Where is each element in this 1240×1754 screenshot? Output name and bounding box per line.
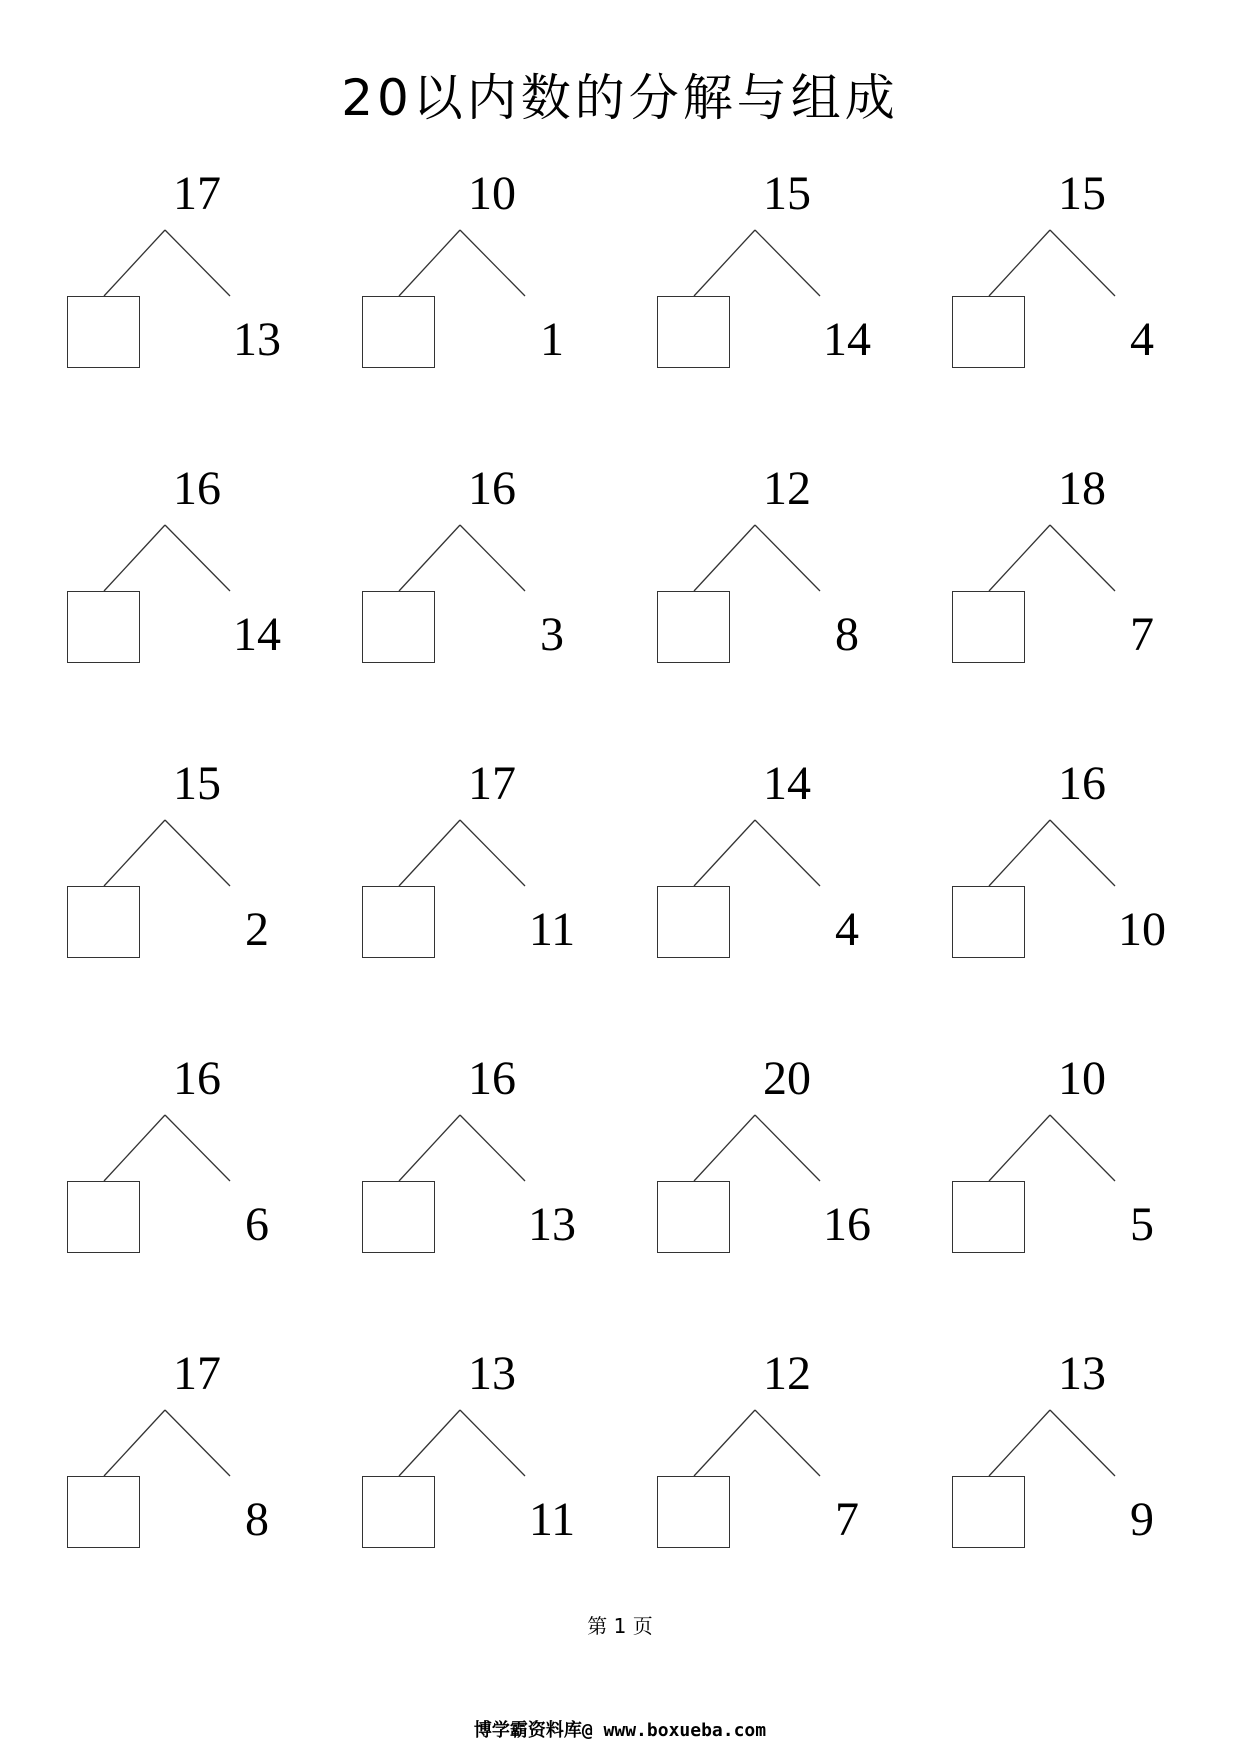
answer-box[interactable] [657,886,730,958]
left-branch-line [989,1410,1050,1476]
left-branch-line [694,1410,755,1476]
total-number: 12 [763,462,811,515]
answer-box[interactable] [67,591,140,663]
answer-box[interactable] [362,886,435,958]
site-watermark: 博学霸资料库@ www.boxueba.com [473,1720,767,1741]
known-part-number: 4 [835,903,859,956]
total-number: 17 [173,1347,221,1400]
known-part-number: 5 [1130,1198,1154,1251]
total-number: 15 [173,757,221,810]
total-number: 14 [763,757,811,810]
decomposition-problem [67,1347,307,1580]
total-number: 12 [763,1347,811,1400]
decomposition-problem [657,1347,897,1580]
left-branch-line [989,820,1050,886]
total-number: 13 [1058,1347,1106,1400]
known-part-number: 14 [823,313,871,366]
right-branch-line [755,820,820,886]
known-part-number: 8 [835,608,859,661]
known-part-number: 1 [540,313,564,366]
left-branch-line [694,820,755,886]
answer-box[interactable] [952,886,1025,958]
known-part-number: 14 [233,608,281,661]
left-branch-line [104,230,165,296]
right-branch-line [165,820,230,886]
right-branch-line [755,230,820,296]
left-branch-line [694,525,755,591]
right-branch-line [460,1410,525,1476]
decomposition-problem [362,462,602,695]
decomposition-problem [67,1052,307,1285]
answer-box[interactable] [952,1181,1025,1253]
left-branch-line [104,525,165,591]
right-branch-line [460,525,525,591]
decomposition-problem [362,1052,602,1285]
decomposition-problem [952,1052,1192,1285]
answer-box[interactable] [362,296,435,368]
right-branch-line [1050,1410,1115,1476]
left-branch-line [694,230,755,296]
decomposition-problem [657,167,897,400]
left-branch-line [104,820,165,886]
page-title: 20以内数的分解与组成 [341,69,899,127]
right-branch-line [460,230,525,296]
known-part-number: 13 [233,313,281,366]
answer-box[interactable] [67,1476,140,1548]
decomposition-problem [952,1347,1192,1580]
decomposition-problem [952,167,1192,400]
answer-box[interactable] [67,296,140,368]
decomposition-problem [67,167,307,400]
answer-box[interactable] [657,591,730,663]
left-branch-line [399,230,460,296]
right-branch-line [165,1115,230,1181]
right-branch-line [165,230,230,296]
known-part-number: 9 [1130,1493,1154,1546]
answer-box[interactable] [952,1476,1025,1548]
total-number: 13 [468,1347,516,1400]
decomposition-problem [952,757,1192,990]
total-number: 16 [1058,757,1106,810]
right-branch-line [460,820,525,886]
right-branch-line [165,525,230,591]
decomposition-problem [657,1052,897,1285]
total-number: 15 [1058,167,1106,220]
known-part-number: 6 [245,1198,269,1251]
page-number: 第 1 页 [587,1614,653,1638]
right-branch-line [460,1115,525,1181]
answer-box[interactable] [657,296,730,368]
answer-box[interactable] [952,296,1025,368]
left-branch-line [399,1410,460,1476]
right-branch-line [1050,230,1115,296]
total-number: 16 [173,462,221,515]
left-branch-line [989,230,1050,296]
answer-box[interactable] [952,591,1025,663]
left-branch-line [399,525,460,591]
total-number: 17 [468,757,516,810]
right-branch-line [1050,820,1115,886]
right-branch-line [755,1410,820,1476]
decomposition-problem [362,757,602,990]
total-number: 10 [1058,1052,1106,1105]
total-number: 20 [763,1052,811,1105]
decomposition-problem [67,757,307,990]
left-branch-line [104,1410,165,1476]
total-number: 16 [173,1052,221,1105]
known-part-number: 7 [835,1493,859,1546]
decomposition-problem [362,167,602,400]
left-branch-line [989,525,1050,591]
answer-box[interactable] [657,1476,730,1548]
total-number: 10 [468,167,516,220]
known-part-number: 4 [1130,313,1154,366]
decomposition-problem [67,462,307,695]
right-branch-line [755,525,820,591]
left-branch-line [694,1115,755,1181]
right-branch-line [165,1410,230,1476]
known-part-number: 16 [823,1198,871,1251]
answer-box[interactable] [362,1476,435,1548]
known-part-number: 8 [245,1493,269,1546]
total-number: 15 [763,167,811,220]
decomposition-problem [362,1347,602,1580]
known-part-number: 3 [540,608,564,661]
left-branch-line [989,1115,1050,1181]
known-part-number: 11 [528,1493,576,1546]
known-part-number: 2 [245,903,269,956]
right-branch-line [1050,1115,1115,1181]
answer-box[interactable] [362,591,435,663]
answer-box[interactable] [67,1181,140,1253]
total-number: 16 [468,462,516,515]
total-number: 18 [1058,462,1106,515]
known-part-number: 7 [1130,608,1154,661]
right-branch-line [755,1115,820,1181]
left-branch-line [399,1115,460,1181]
answer-box[interactable] [362,1181,435,1253]
known-part-number: 10 [1118,903,1166,956]
known-part-number: 13 [528,1198,576,1251]
decomposition-problem [657,462,897,695]
total-number: 17 [173,167,221,220]
decomposition-problem [657,757,897,990]
left-branch-line [399,820,460,886]
total-number: 16 [468,1052,516,1105]
right-branch-line [1050,525,1115,591]
left-branch-line [104,1115,165,1181]
known-part-number: 11 [528,903,576,956]
decomposition-problem [952,462,1192,695]
answer-box[interactable] [67,886,140,958]
answer-box[interactable] [657,1181,730,1253]
